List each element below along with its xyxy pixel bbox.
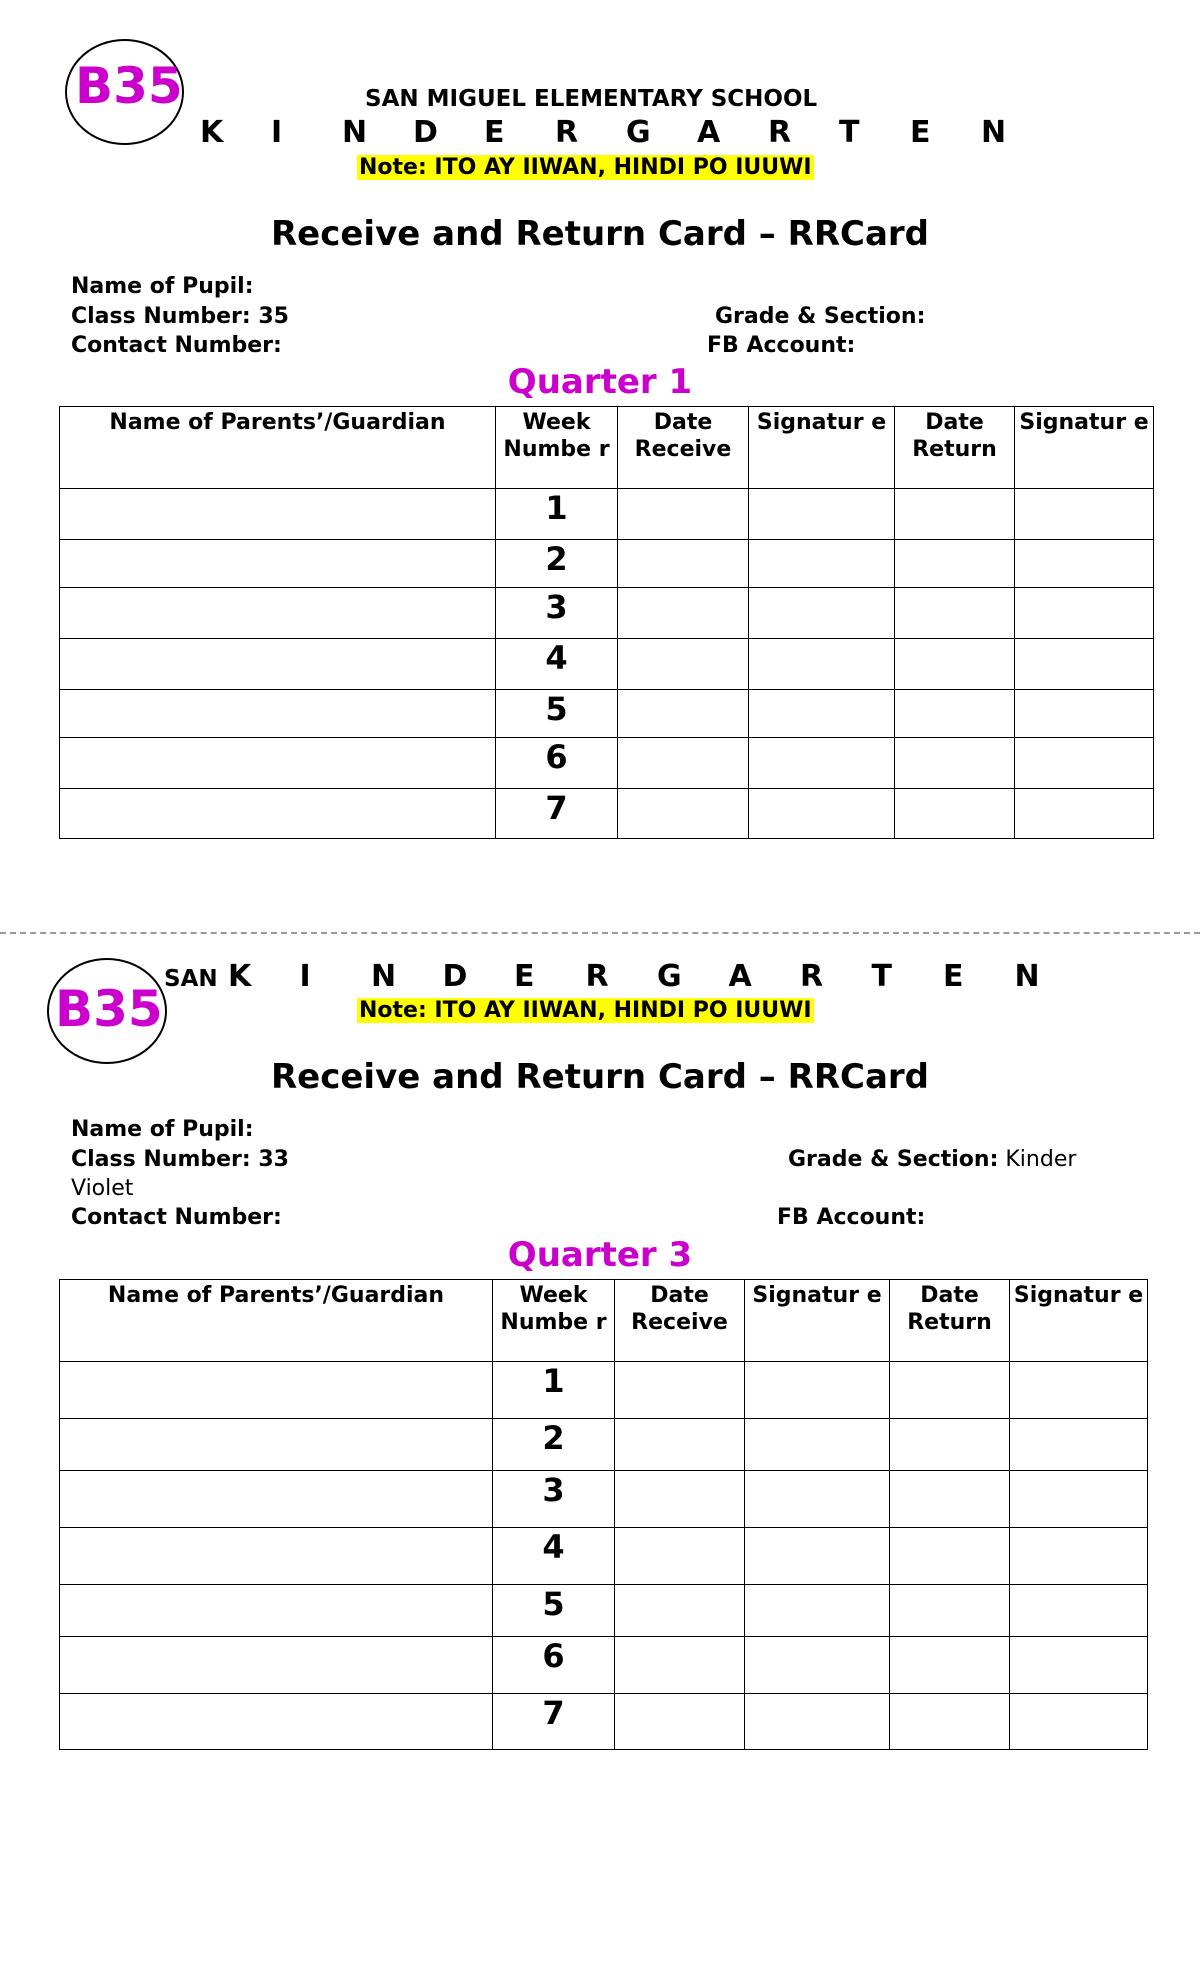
parent-name-cell — [60, 588, 496, 639]
parent-name-cell — [60, 1694, 493, 1750]
signature-cell — [1010, 1419, 1148, 1471]
date-return-cell — [895, 540, 1015, 588]
kinder-letter: N — [1014, 959, 1040, 994]
date-receive-cell — [618, 690, 749, 738]
date-receive-cell — [618, 639, 749, 690]
date-return-cell — [895, 639, 1015, 690]
date-return-cell — [890, 1528, 1010, 1585]
signature-cell — [749, 789, 895, 839]
date-return-cell — [890, 1694, 1010, 1750]
kinder-letter: T — [839, 115, 860, 150]
header-parent-name: Name of Parents’/Guardian — [60, 1280, 493, 1362]
table-row — [60, 1471, 1148, 1528]
week-number: 7 — [496, 789, 618, 839]
date-receive-cell — [615, 1585, 745, 1637]
signature-cell — [1015, 489, 1154, 540]
week-number: 6 — [493, 1637, 615, 1694]
date-return-cell — [890, 1637, 1010, 1694]
header-date-return: Date Return — [890, 1280, 1010, 1362]
parent-name-cell — [60, 738, 496, 789]
signature-cell — [1015, 639, 1154, 690]
week-number: 3 — [493, 1471, 615, 1528]
week-number: 1 — [493, 1362, 615, 1419]
kinder-letter: D — [413, 115, 438, 150]
signature-cell — [1015, 540, 1154, 588]
header-date-receive: Date Receive — [618, 407, 749, 489]
kinder-letter: G — [657, 959, 682, 994]
note-banner: Note: ITO AY IIWAN, HINDI PO IUUWI — [359, 998, 812, 1023]
signature-cell — [745, 1471, 890, 1528]
kinder-letter: I — [271, 115, 283, 150]
kinder-letter: T — [871, 959, 892, 994]
table-row — [60, 738, 1154, 789]
grade-section-label-text: Grade & Section: — [788, 1147, 999, 1172]
date-return-cell — [895, 789, 1015, 839]
kinder-letter: E — [910, 115, 931, 150]
header-week-number: Week Numbe r — [493, 1280, 615, 1362]
parent-name-cell — [60, 1471, 493, 1528]
kinder-letter: K — [228, 959, 252, 994]
week-number: 4 — [496, 639, 618, 690]
header-signature: Signatur e — [1015, 407, 1154, 489]
week-number: 5 — [493, 1585, 615, 1637]
badge-text: B35 — [55, 980, 163, 1038]
week-number: 7 — [493, 1694, 615, 1750]
kinder-letter: R — [800, 959, 824, 994]
parent-name-cell — [60, 690, 496, 738]
quarter-heading: Quarter 1 — [507, 362, 693, 402]
fb-account-label: FB Account: — [777, 1205, 926, 1230]
date-return-cell — [895, 588, 1015, 639]
signature-cell — [749, 489, 895, 540]
date-receive-cell — [615, 1528, 745, 1585]
date-receive-cell — [615, 1637, 745, 1694]
table-row — [60, 540, 1154, 588]
date-receive-cell — [618, 588, 749, 639]
kinder-letter: G — [626, 115, 651, 150]
signature-cell — [745, 1419, 890, 1471]
table-row — [60, 1419, 1148, 1471]
signature-cell — [1010, 1362, 1148, 1419]
signature-cell — [749, 540, 895, 588]
week-number: 3 — [496, 588, 618, 639]
table-row — [60, 1585, 1148, 1637]
contact-number-label: Contact Number: — [71, 333, 282, 358]
date-return-cell — [890, 1585, 1010, 1637]
date-receive-cell — [618, 540, 749, 588]
kinder-letter: D — [442, 959, 468, 994]
signature-cell — [745, 1694, 890, 1750]
table-row — [60, 588, 1154, 639]
table-row — [60, 789, 1154, 839]
signature-cell — [1010, 1694, 1148, 1750]
kinder-letter: N — [342, 115, 368, 150]
kinder-letter: I — [299, 959, 311, 994]
kinder-letter: N — [981, 115, 1007, 150]
date-return-cell — [895, 489, 1015, 540]
signature-cell — [749, 738, 895, 789]
kinder-letter: E — [484, 115, 505, 150]
signature-cell — [1015, 789, 1154, 839]
date-receive-cell — [618, 738, 749, 789]
kinder-letter: R — [555, 115, 579, 150]
pupil-name-label: Name of Pupil: — [71, 1117, 254, 1142]
header-week-number: Week Numbe r — [496, 407, 618, 489]
date-return-cell — [890, 1471, 1010, 1528]
signature-cell — [1015, 690, 1154, 738]
signature-cell — [749, 639, 895, 690]
kinder-letter: A — [728, 959, 752, 994]
signature-cell — [749, 588, 895, 639]
note-banner: Note: ITO AY IIWAN, HINDI PO IUUWI — [359, 155, 812, 180]
date-receive-cell — [615, 1471, 745, 1528]
table-row — [60, 690, 1154, 738]
signature-cell — [1010, 1637, 1148, 1694]
grade-section-label — [788, 1147, 1076, 1172]
kinder-letter: E — [514, 959, 535, 994]
date-receive-cell — [618, 489, 749, 540]
kinder-letter: R — [768, 115, 792, 150]
signature-cell — [1015, 588, 1154, 639]
signature-cell — [749, 690, 895, 738]
parent-name-cell — [60, 540, 496, 588]
card-badge — [47, 958, 167, 1064]
school-name-fragment: SAN — [164, 966, 218, 992]
signature-cell — [1010, 1528, 1148, 1585]
signature-cell — [745, 1585, 890, 1637]
badge-text: B35 — [75, 57, 183, 115]
parent-name-cell — [60, 639, 496, 690]
week-number: 5 — [496, 690, 618, 738]
table-row — [60, 1362, 1148, 1419]
week-number: 4 — [493, 1528, 615, 1585]
kinder-letter: A — [697, 115, 721, 150]
kinder-letter: K — [200, 115, 224, 150]
header-date-receive: Date Receive — [615, 1280, 745, 1362]
date-return-cell — [890, 1362, 1010, 1419]
card-title: Receive and Return Card – RRCard — [270, 214, 930, 254]
table-row — [60, 639, 1154, 690]
signature-cell — [745, 1362, 890, 1419]
class-number-label: Class Number: 35 — [71, 304, 289, 329]
week-number: 2 — [493, 1419, 615, 1471]
card-badge — [65, 39, 184, 145]
signature-cell — [1010, 1585, 1148, 1637]
date-return-cell — [890, 1419, 1010, 1471]
grade-section-label: Grade & Section: — [715, 304, 926, 329]
fb-account-label: FB Account: — [707, 333, 856, 358]
rr-table — [59, 406, 1154, 839]
signature-cell — [745, 1528, 890, 1585]
signature-cell — [1010, 1471, 1148, 1528]
date-receive-cell — [615, 1419, 745, 1471]
week-number: 1 — [496, 489, 618, 540]
rr-table — [59, 1279, 1148, 1750]
kinder-letter: R — [585, 959, 609, 994]
contact-number-label: Contact Number: — [71, 1205, 282, 1230]
grade-section-value: Kinder — [998, 1147, 1077, 1172]
parent-name-cell — [60, 489, 496, 540]
kindergarten-heading — [200, 115, 1007, 151]
cut-line-divider — [0, 932, 1200, 934]
week-number: 6 — [496, 738, 618, 789]
parent-name-cell — [60, 1528, 493, 1585]
header-signature: Signatur e — [745, 1280, 890, 1362]
table-row — [60, 1528, 1148, 1585]
parent-name-cell — [60, 1637, 493, 1694]
date-return-cell — [895, 738, 1015, 789]
date-return-cell — [895, 690, 1015, 738]
table-row — [60, 1694, 1148, 1750]
header-signature: Signatur e — [1010, 1280, 1148, 1362]
school-name: SAN MIGUEL ELEMENTARY SCHOOL — [365, 86, 818, 112]
date-receive-cell — [615, 1362, 745, 1419]
table-row — [60, 1637, 1148, 1694]
grade-section-value-cont: Violet — [71, 1176, 134, 1201]
kindergarten-heading — [228, 959, 1048, 995]
parent-name-cell — [60, 1362, 493, 1419]
parent-name-cell — [60, 789, 496, 839]
date-receive-cell — [618, 789, 749, 839]
signature-cell — [1015, 738, 1154, 789]
kinder-letter: E — [943, 959, 964, 994]
parent-name-cell — [60, 1419, 493, 1471]
header-signature: Signatur e — [749, 407, 895, 489]
parent-name-cell — [60, 1585, 493, 1637]
table-row — [60, 489, 1154, 540]
card-title: Receive and Return Card – RRCard — [270, 1057, 930, 1097]
quarter-heading: Quarter 3 — [507, 1235, 693, 1275]
pupil-name-label: Name of Pupil: — [71, 274, 254, 299]
date-receive-cell — [615, 1694, 745, 1750]
signature-cell — [745, 1637, 890, 1694]
kinder-letter: N — [371, 959, 397, 994]
header-date-return: Date Return — [895, 407, 1015, 489]
class-number-label: Class Number: 33 — [71, 1147, 289, 1172]
header-parent-name: Name of Parents’/Guardian — [60, 407, 496, 489]
week-number: 2 — [496, 540, 618, 588]
